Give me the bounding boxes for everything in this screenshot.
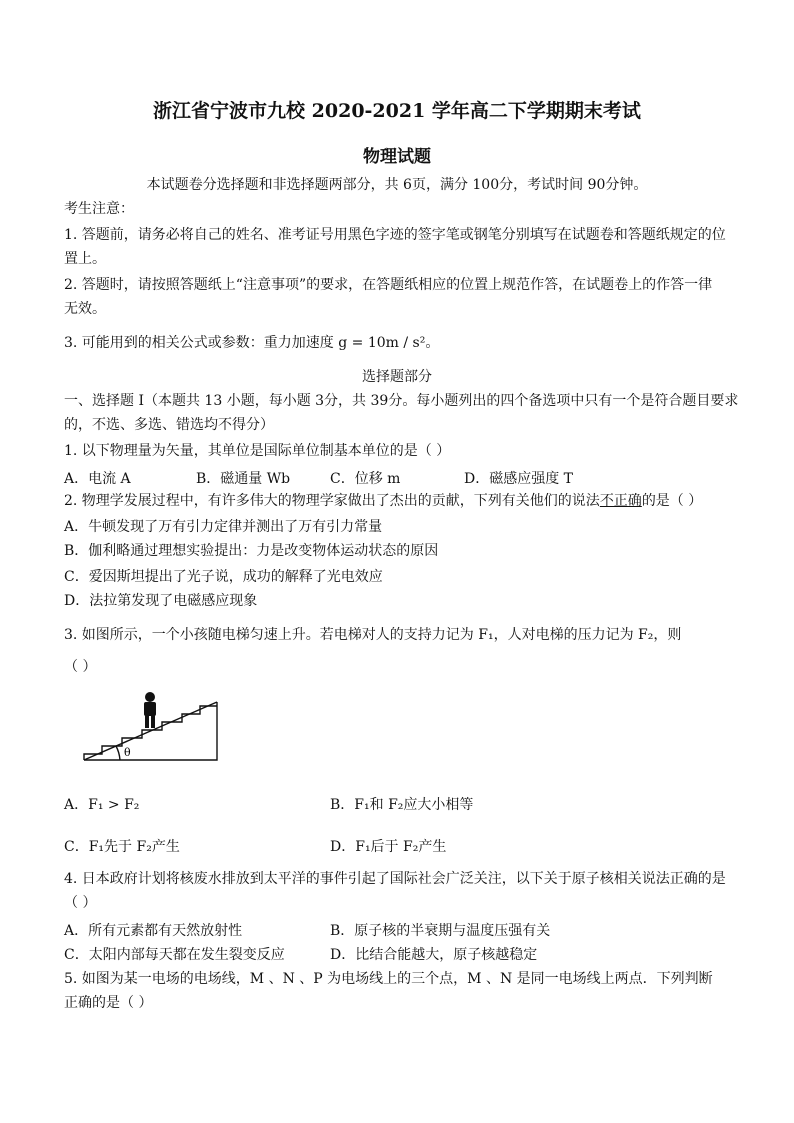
escalator-diagram bbox=[82, 684, 227, 764]
q2-stem bbox=[64, 492, 702, 510]
angle-arc bbox=[116, 746, 120, 760]
q3-stem: 3. 如图所示，一个小孩随电梯匀速上升。若电梯对人的支持力记为 F₁，人对电梯的压力记为 F₂，则 bbox=[64, 627, 682, 643]
q3-option-b: B．F₁和 F₂应大小相等 bbox=[330, 797, 474, 813]
note-2-line-2: 无效。 bbox=[64, 301, 106, 317]
q3-paren: （ ） bbox=[64, 659, 97, 675]
q4-paren: （ ） bbox=[64, 895, 97, 911]
q1-stem: 1. 以下物理量为矢量，其单位是国际单位制基本单位的是（ ） bbox=[64, 443, 451, 459]
note-1-line-1: 1. 答题前，请务必将自己的姓名、准考证号用黑色字迹的签字笔或钢笔分别填写在试题卷和答题纸规定的位 bbox=[64, 227, 726, 243]
q1-option-c: C．位移 m bbox=[330, 471, 401, 487]
q2-option-c: C．爱因斯坦提出了光子说，成功的解释了光电效应 bbox=[64, 569, 383, 585]
q1-option-d: D．磁感应强度 T bbox=[464, 471, 574, 487]
q2-option-b: B．伽利略通过理想实验提出：力是改变物体运动状态的原因 bbox=[64, 543, 439, 559]
q1-option-a: A．电流 A bbox=[64, 471, 131, 487]
q4-option-c: C．太阳内部每天都在发生裂变反应 bbox=[64, 947, 285, 963]
q3-option-c: C．F₁先于 F₂产生 bbox=[64, 839, 180, 855]
q1-option-b: B．磁通量 Wb bbox=[196, 471, 291, 487]
section-heading: 选择题部分 bbox=[362, 369, 432, 385]
q2-stem-underlined: 不正确 bbox=[599, 493, 642, 509]
q5-stem: 5. 如图为某一电场的电场线，M 、N 、P 为电场线上的三个点，M 、N 是同一电场线上两点．下列判断 bbox=[64, 971, 713, 987]
q3-option-a: A．F₁ > F₂ bbox=[64, 797, 140, 813]
escalator-figure bbox=[82, 684, 227, 764]
q4-option-b: B．原子核的半衰期与温度压强有关 bbox=[330, 923, 551, 939]
q2-option-a: A．牛顿发现了万有引力定律并测出了万有引力常量 bbox=[64, 519, 383, 535]
notes-heading: 考生注意： bbox=[64, 201, 134, 217]
q2-stem-pre: 2. 物理学发展过程中，有许多伟大的物理学家做出了杰出的贡献，下列有关他们的说法 bbox=[64, 493, 600, 509]
exam-subtitle: 物理试题 bbox=[363, 147, 431, 167]
q5-stem-line-2: 正确的是（ ） bbox=[64, 995, 153, 1011]
part1-instructions-line-2: 的，不选、多选、错选均不得分） bbox=[64, 417, 274, 433]
angle-theta-label: θ bbox=[124, 746, 131, 759]
q4-option-d: D．比结合能越大，原子核越稳定 bbox=[330, 947, 538, 963]
q4-option-a: A．所有元素都有天然放射性 bbox=[64, 923, 243, 939]
note-1-line-2: 置上。 bbox=[64, 251, 106, 267]
note-3: 3. 可能用到的相关公式或参数：重力加速度 g = 10m / s²。 bbox=[64, 335, 440, 351]
exam-title: 浙江省宁波市九校 2020-2021 学年高二下学期期末考试 bbox=[153, 100, 641, 122]
part1-instructions-line-1: 一、选择题 I（本题共 13 小题，每小题 3分，共 39分。每小题列出的四个备选项中只有一个是符合题目要求 bbox=[64, 393, 739, 409]
q3-option-d: D．F₁后于 F₂产生 bbox=[330, 839, 447, 855]
q2-option-d: D．法拉第发现了电磁感应现象 bbox=[64, 593, 258, 609]
child-figure bbox=[144, 692, 156, 728]
q2-stem-post: 的是（ ） bbox=[641, 493, 703, 509]
note-2-line-1: 2. 答题时，请按照答题纸上“注意事项”的要求，在答题纸相应的位置上规范作答，在试题卷上的作答一律 bbox=[64, 277, 713, 293]
q4-stem: 4. 日本政府计划将核废水排放到太平洋的事件引起了国际社会广泛关注，以下关于原子核相关说法正确的是 bbox=[64, 871, 726, 887]
exam-intro: 本试题卷分选择题和非选择题两部分，共 6页，满分 100分，考试时间 90分钟。 bbox=[146, 177, 648, 193]
